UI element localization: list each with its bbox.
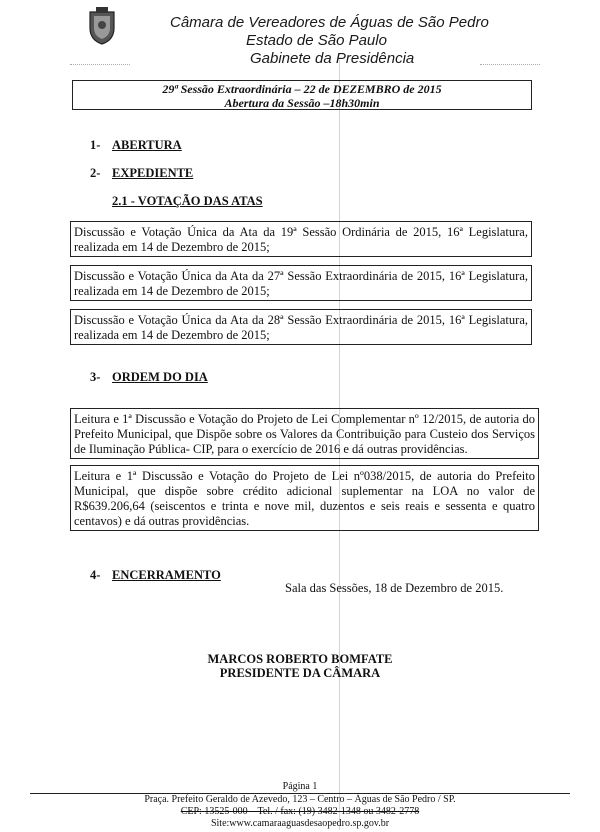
section-title: ENCERRAMENTO [112, 568, 221, 582]
session-opening-time: Abertura da Sessão –18h30min [224, 96, 380, 110]
subsection-votacao-atas [112, 194, 263, 209]
scan-noise [480, 64, 540, 66]
footer-phone: CEP: 13525-000 – Tel. / fax: (19) 3482-1348 ou 3482-2778 [180, 806, 420, 817]
footer-site: Site:www.camaraaguasdesaopedro.sp.gov.br [210, 818, 390, 829]
signatory-name: MARCOS ROBERTO BOMFATE [207, 652, 393, 666]
ordem-item-2: Leitura e 1ª Discussão e Votação do Projeto de Lei nº038/2015, de autoria do Prefeito Municipal, que dispõe sobre crédito adicional suplementar na LOA no valor de R$639.206,64 (seiscentos e trinta e nove mil, duzentos e seis reais e sessenta e quatro centavos) e dá outras providências. [70, 465, 539, 531]
section-number: 3- [90, 370, 101, 384]
section-encerramento [90, 568, 221, 583]
closing-location-date: Sala das Sessões, 18 de Dezembro de 2015. [285, 581, 504, 595]
session-title: 29ª Sessão Extraordinária – 22 de DEZEMBRO de 2015 [162, 82, 442, 96]
section-title: EXPEDIENTE [112, 166, 194, 180]
signatory-role: PRESIDENTE DA CÂMARA [219, 666, 381, 680]
scan-noise [70, 64, 130, 66]
header-office: Gabinete da Presidência [250, 50, 415, 67]
header-institution: Câmara de Vereadores de Águas de São Pedro [170, 14, 489, 31]
section-abertura [90, 138, 182, 153]
section-title: ABERTURA [112, 138, 182, 152]
ata-item-2: Discussão e Votação Única da Ata da 27ª Sessão Extraordinária de 2015, 16ª Legislatura, realizada em 14 de Dezembro de 2015; [70, 265, 532, 301]
coat-of-arms-icon [86, 6, 118, 46]
page-number: Página 1 [282, 781, 318, 792]
section-ordem-do-dia [90, 370, 208, 385]
ata-item-3: Discussão e Votação Única da Ata da 28ª Sessão Extraordinária de 2015, 16ª Legislatura, realizada em 14 de Dezembro de 2015; [70, 309, 532, 345]
footer-address: Praça. Prefeito Geraldo de Azevedo, 123 – Centro – Águas de São Pedro / SP. [144, 794, 456, 805]
section-number: 1- [90, 138, 101, 152]
ordem-item-1: Leitura e 1ª Discussão e Votação do Projeto de Lei Complementar nº 12/2015, de autoria do Prefeito Municipal, que Dispõe sobre os Valores da Contribuição para Custeio dos Serviços de Iluminação Pública- CIP, para o exercício de 2016 e dá outras providências. [70, 408, 539, 459]
section-number: 2- [90, 166, 101, 180]
ata-item-1: Discussão e Votação Única da Ata da 19ª Sessão Ordinária de 2015, 16ª Legislatura, realizada em 14 de Dezembro de 2015; [70, 221, 532, 257]
section-expediente [90, 166, 193, 181]
section-number: 4- [90, 568, 101, 582]
header-state: Estado de São Paulo [246, 32, 387, 49]
subsection-title: 2.1 - VOTAÇÃO DAS ATAS [112, 194, 263, 208]
section-title: ORDEM DO DIA [112, 370, 208, 384]
session-header-box [72, 80, 532, 110]
